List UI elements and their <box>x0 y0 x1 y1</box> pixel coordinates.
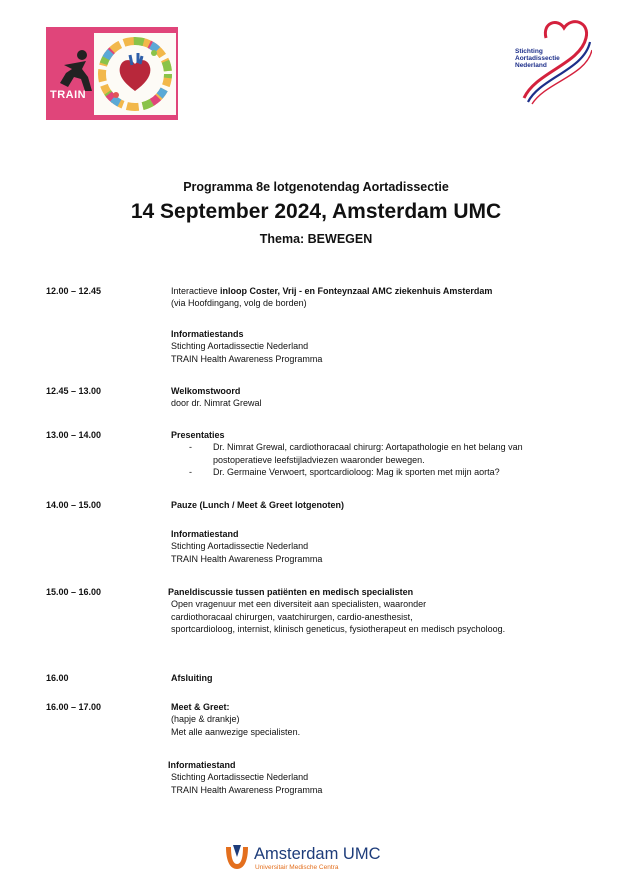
item-title: Welkomstwoord <box>171 386 241 396</box>
item-line: door dr. Nimrat Grewal <box>171 398 262 409</box>
schedule-item-welkom <box>171 385 262 410</box>
schedule-item-panel <box>168 586 505 636</box>
item-line: cardiothoracaal chirurgen, vaatchirurgen, cardio-anesthesist, <box>171 611 413 622</box>
intro-note: (via Hoofdingang, volg de borden) <box>171 298 307 309</box>
sub-line: Stichting Aortadissectie Nederland <box>171 541 309 552</box>
sub-title: Informatiestand <box>168 760 236 770</box>
item-title: Presentaties <box>171 430 225 440</box>
train-wordmark: TRAIN <box>50 89 87 101</box>
amc-name: Amsterdam UMC <box>254 845 381 863</box>
schedule-subblock-infostand <box>171 528 322 565</box>
schedule-time: 16.00 <box>46 673 69 683</box>
amc-subtitle: Universitair Medische Centra <box>255 864 339 871</box>
list-item: - Dr. Nimrat Grewal, cardiothoracaal chirurg: Aortapathologie en het belang van postoperatieve leefstijladviezen waaronder bewegen. <box>189 442 523 465</box>
item-title: Pauze (Lunch / Meet & Greet lotgenoten) <box>171 500 345 510</box>
schedule-time: 12.00 – 12.45 <box>46 286 102 296</box>
intro-normal: Interactieve <box>171 286 221 296</box>
schedule-subblock-infostands <box>171 328 322 365</box>
sub-line: TRAIN Health Awareness Programma <box>171 784 323 795</box>
list-item: - Dr. Germaine Verwoert, sportcardioloog: Mag ik sporten met mijn aorta? <box>189 467 500 478</box>
schedule-time: 16.00 – 17.00 <box>46 702 102 712</box>
item-line: sportcardioloog, internist, klinisch geneticus, fysiotherapeut en medisch psycholoog. <box>171 624 506 635</box>
theme-title: Thema: BEWEGEN <box>259 232 373 246</box>
sub-line: Stichting Aortadissectie Nederland <box>171 341 309 352</box>
runner-icon <box>52 47 96 95</box>
item-title: Paneldiscussie tussen patiënten en medisch specialisten <box>168 587 414 597</box>
sub-title: Informatiestand <box>171 529 239 539</box>
item-title: Meet & Greet: <box>171 702 230 712</box>
presentation-list <box>171 441 523 478</box>
item-line: Met alle aanwezige specialisten. <box>171 726 301 737</box>
schedule-item-inloop <box>171 285 492 310</box>
item-line: (hapje & drankje) <box>171 714 240 725</box>
schedule-item-pauze <box>171 499 344 511</box>
schedule-time: 14.00 – 15.00 <box>46 500 102 510</box>
train-logo <box>46 27 178 120</box>
event-date-title: 14 September 2024, Amsterdam UMC <box>130 200 502 223</box>
schedule-subblock-infostand <box>168 759 322 796</box>
amsterdam-umc-logo <box>224 843 404 873</box>
schedule-item-meet-greet <box>171 701 300 738</box>
sub-line: TRAIN Health Awareness Programma <box>171 553 323 564</box>
item-title: Afsluiting <box>171 673 213 683</box>
amc-tulip-icon <box>224 843 250 871</box>
schedule-time: 13.00 – 14.00 <box>46 430 102 440</box>
schedule-item-afsluiting <box>171 672 213 684</box>
item-line: Open vragenuur met een diversiteit aan specialisten, waaronder <box>171 599 427 610</box>
schedule-item-presentaties <box>171 429 523 479</box>
sub-title: Informatiestands <box>171 329 244 339</box>
schedule-time: 15.00 – 16.00 <box>46 587 102 597</box>
program-title: Programma 8e lotgenotendag Aortadissectie <box>183 180 449 194</box>
intro-bold: inloop Coster, Vrij - en Fonteynzaal AMC ziekenhuis Amsterdam <box>220 286 493 296</box>
heart-cycle-icon <box>94 33 176 115</box>
stichting-logo-text: Stichting Aortadissectie Nederland <box>515 48 560 69</box>
sub-line: TRAIN Health Awareness Programma <box>171 353 323 364</box>
sub-line: Stichting Aortadissectie Nederland <box>171 772 309 783</box>
schedule-time: 12.45 – 13.00 <box>46 386 102 396</box>
